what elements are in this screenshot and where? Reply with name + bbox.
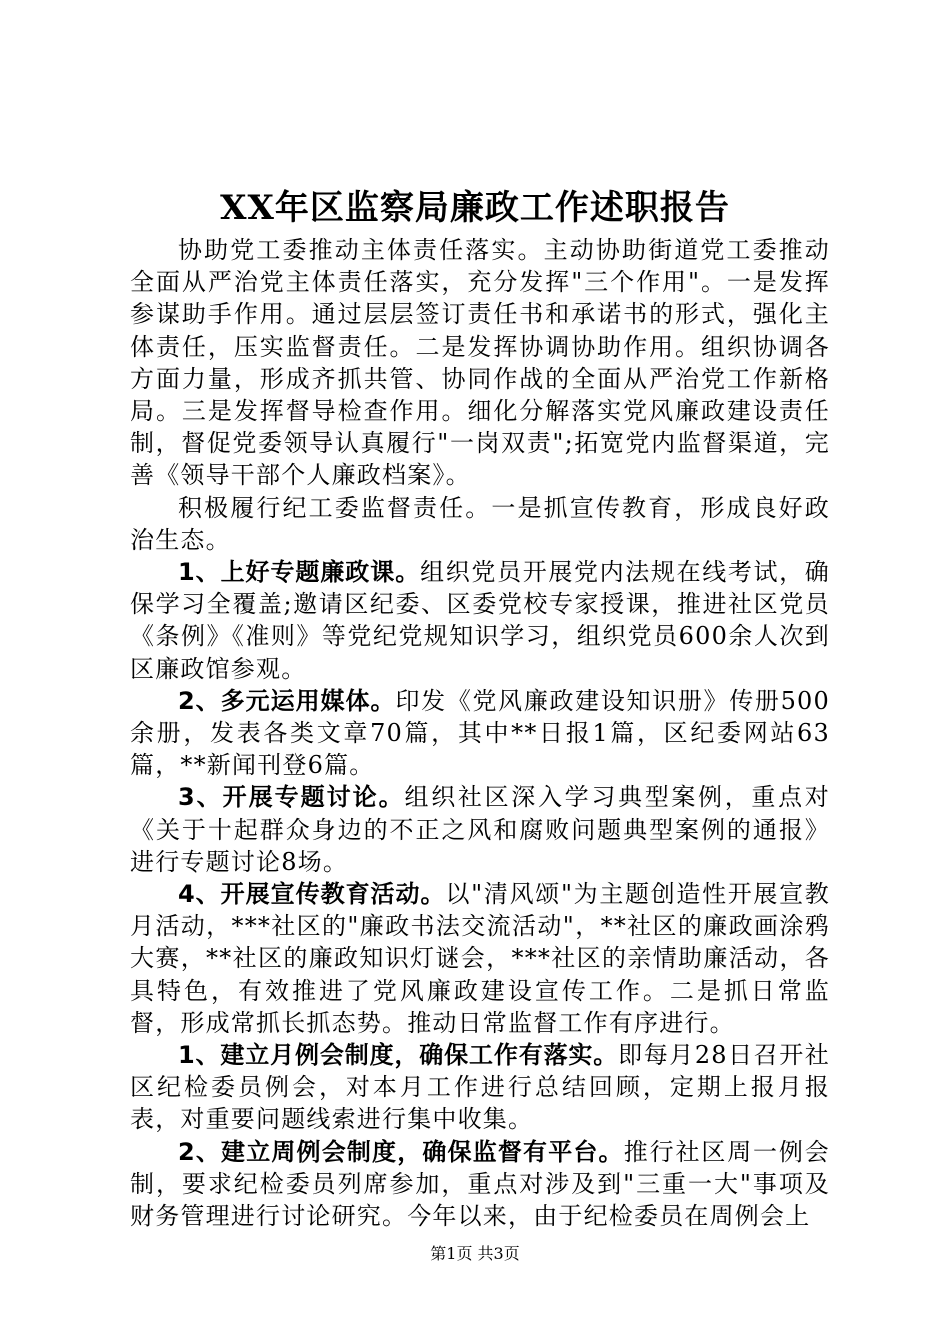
- document-body: [130, 234, 830, 1232]
- paragraph-lead: 2、建立周例会制度，确保监督有平台。: [178, 1137, 624, 1166]
- paragraph-text: 印发《党风廉政建设知识册》传册500余册，发表各类文章70篇，其中**日报1篇，区纪委网站63篇，**新闻刊登6篇。: [130, 686, 830, 780]
- paragraph: [130, 1136, 830, 1233]
- paragraph: [130, 556, 830, 685]
- paragraph-text: 积极履行纪工委监督责任。一是抓宣传教育，形成良好政治生态。: [130, 493, 830, 554]
- paragraph: [130, 878, 830, 1039]
- paragraph-text: 以"清风颂"为主题创造性开展宣教月活动，***社区的"廉政书法交流活动"，**社区的廉政画涂鸦大赛，**社区的廉政知识灯谜会，***社区的亲情助廉活动，各具特色，有效推进了党风廉政建设宣传工作。二是抓日常监督，形成常抓长抓态势。推动日常监督工作有序进行。: [130, 880, 830, 1037]
- paragraph-text: 协助党工委推动主体责任落实。主动协助街道党工委推动全面从严治党主体责任落实，充分发挥"三个作用"。一是发挥参谋助手作用。通过层层签订责任书和承诺书的形式，强化主体责任，压实监督责任。二是发挥协调协助作用。组织协调各方面力量，形成齐抓共管、协同作战的全面从严治党工作新格局。三是发挥督导检查作用。细化分解落实党风廉政建设责任制，督促党委领导认真履行"一岗双责";拓宽党内监督渠道，完善《领导干部个人廉政档案》。: [130, 236, 830, 490]
- paragraph-lead: 1、上好专题廉政课。: [178, 558, 421, 587]
- paragraph-lead: 1、建立月例会制度，确保工作有落实。: [178, 1041, 619, 1070]
- paragraph: [130, 492, 830, 556]
- document-title: XX年区监察局廉政工作述职报告: [220, 188, 730, 228]
- paragraph: [130, 685, 830, 782]
- paragraph-text: 推行社区周一例会制，要求纪检委员列席参加，重点对涉及到"三重一大"事项及财务管理进行讨论研究。今年以来，由于纪检委员在周例会上: [130, 1137, 830, 1231]
- paragraph-lead: 2、多元运用媒体。: [178, 686, 396, 715]
- paragraph: [130, 781, 830, 878]
- paragraph: [130, 1039, 830, 1136]
- paragraph-text: 组织社区深入学习典型案例，重点对《关于十起群众身边的不正之风和腐败问题典型案例的通报》进行专题讨论8场。: [130, 783, 830, 876]
- paragraph-text: 即每月28日召开社区纪检委员例会，对本月工作进行总结回顾，定期上报月报表，对重要问题线索进行集中收集。: [130, 1041, 831, 1134]
- paragraph-text: 组织党员开展党内法规在线考试，确保学习全覆盖;邀请区纪委、区委党校专家授课，推进社区党员《条例》《准则》等党纪党规知识学习，组织党员600余人次到区廉政馆参观。: [130, 558, 830, 683]
- paragraph-lead: 4、开展宣传教育活动。: [178, 880, 446, 909]
- paragraph: [130, 234, 830, 492]
- paragraph-lead: 3、开展专题讨论。: [178, 783, 405, 812]
- page-number-footer: 第1页 共3页: [430, 1244, 520, 1263]
